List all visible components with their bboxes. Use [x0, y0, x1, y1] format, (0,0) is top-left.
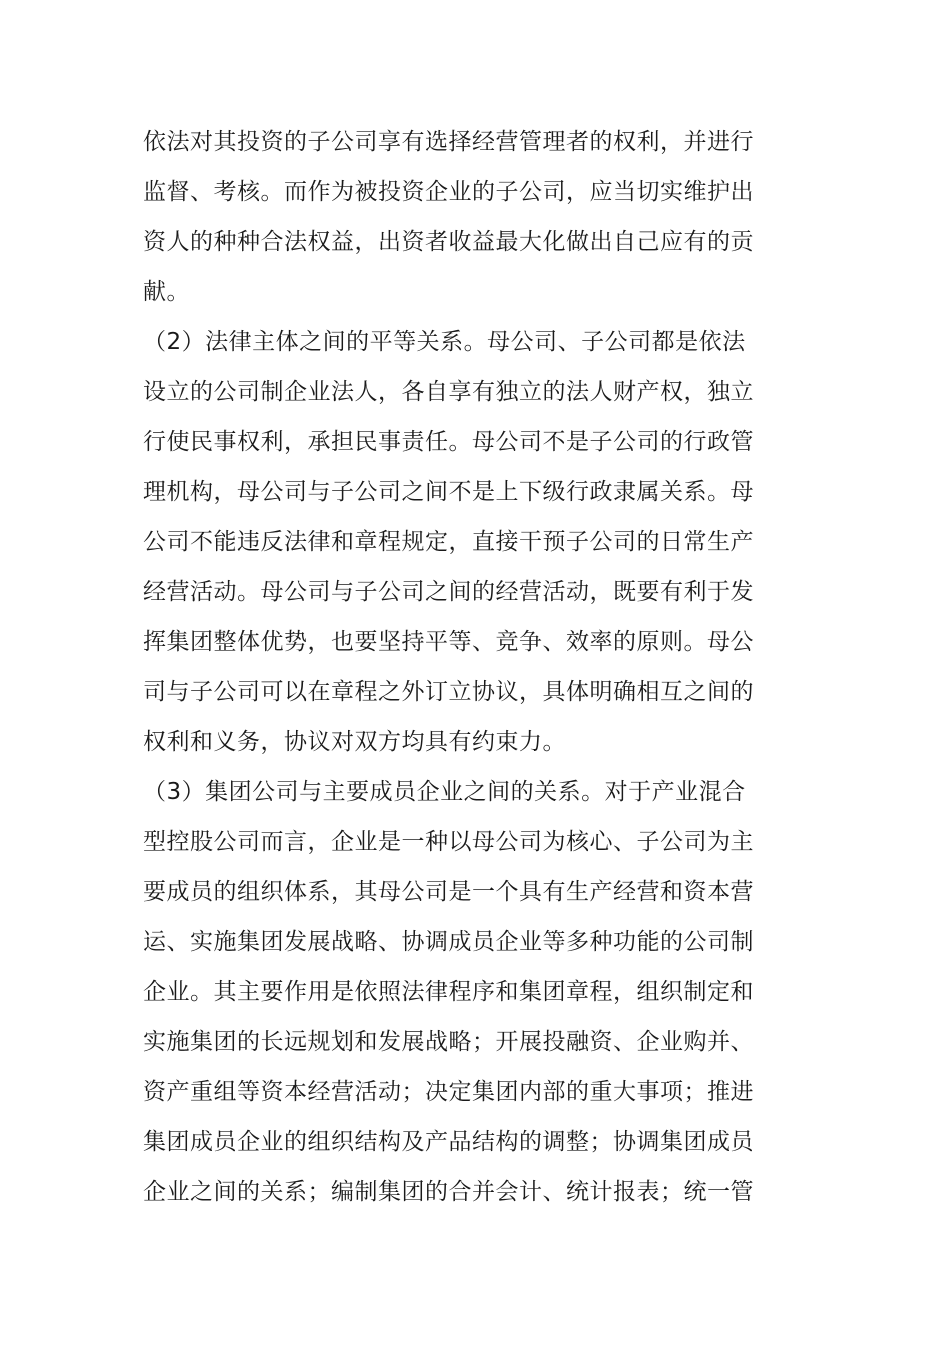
text-line: 设立的公司制企业法人，各自享有独立的法人财产权，独立: [143, 379, 754, 405]
text-line: 司与子公司可以在章程之外订立协议，具体明确相互之间的: [143, 679, 754, 705]
text-line: 权利和义务，协议对双方均具有约束力。: [143, 729, 566, 755]
body-text: [143, 117, 754, 1217]
text-line: （2）法律主体之间的平等关系。母公司、子公司都是依法: [143, 329, 746, 355]
text-line: 集团成员企业的组织结构及产品结构的调整；协调集团成员: [143, 1129, 754, 1155]
text-line: 监督、考核。而作为被投资企业的子公司，应当切实维护出: [143, 179, 754, 205]
text-line: 行使民事权利，承担民事责任。母公司不是子公司的行政管: [143, 429, 754, 455]
text-line: 企业。其主要作用是依照法律程序和集团章程，组织制定和: [143, 979, 754, 1005]
text-line: 经营活动。母公司与子公司之间的经营活动，既要有利于发: [143, 579, 754, 605]
text-line: 实施集团的长远规划和发展战略；开展投融资、企业购并、: [143, 1029, 754, 1055]
text-line: 资人的种种合法权益，出资者收益最大化做出自己应有的贡: [143, 229, 754, 255]
text-line: 资产重组等资本经营活动；决定集团内部的重大事项；推进: [143, 1079, 754, 1105]
text-line: 依法对其投资的子公司享有选择经营管理者的权利，并进行: [143, 129, 754, 155]
text-line: （3）集团公司与主要成员企业之间的关系。对于产业混合: [143, 779, 746, 805]
text-line: 理机构，母公司与子公司之间不是上下级行政隶属关系。母: [143, 479, 754, 505]
text-line: 型控股公司而言，企业是一种以母公司为核心、子公司为主: [143, 829, 754, 855]
text-line: 献。: [143, 279, 190, 305]
text-line: 要成员的组织体系，其母公司是一个具有生产经营和资本营: [143, 879, 754, 905]
text-line: 公司不能违反法律和章程规定，直接干预子公司的日常生产: [143, 529, 754, 555]
text-line: 企业之间的关系；编制集团的合并会计、统计报表；统一管: [143, 1179, 754, 1205]
text-line: 运、实施集团发展战略、协调成员企业等多种功能的公司制: [143, 929, 754, 955]
text-line: 挥集团整体优势，也要坚持平等、竞争、效率的原则。母公: [143, 629, 754, 655]
